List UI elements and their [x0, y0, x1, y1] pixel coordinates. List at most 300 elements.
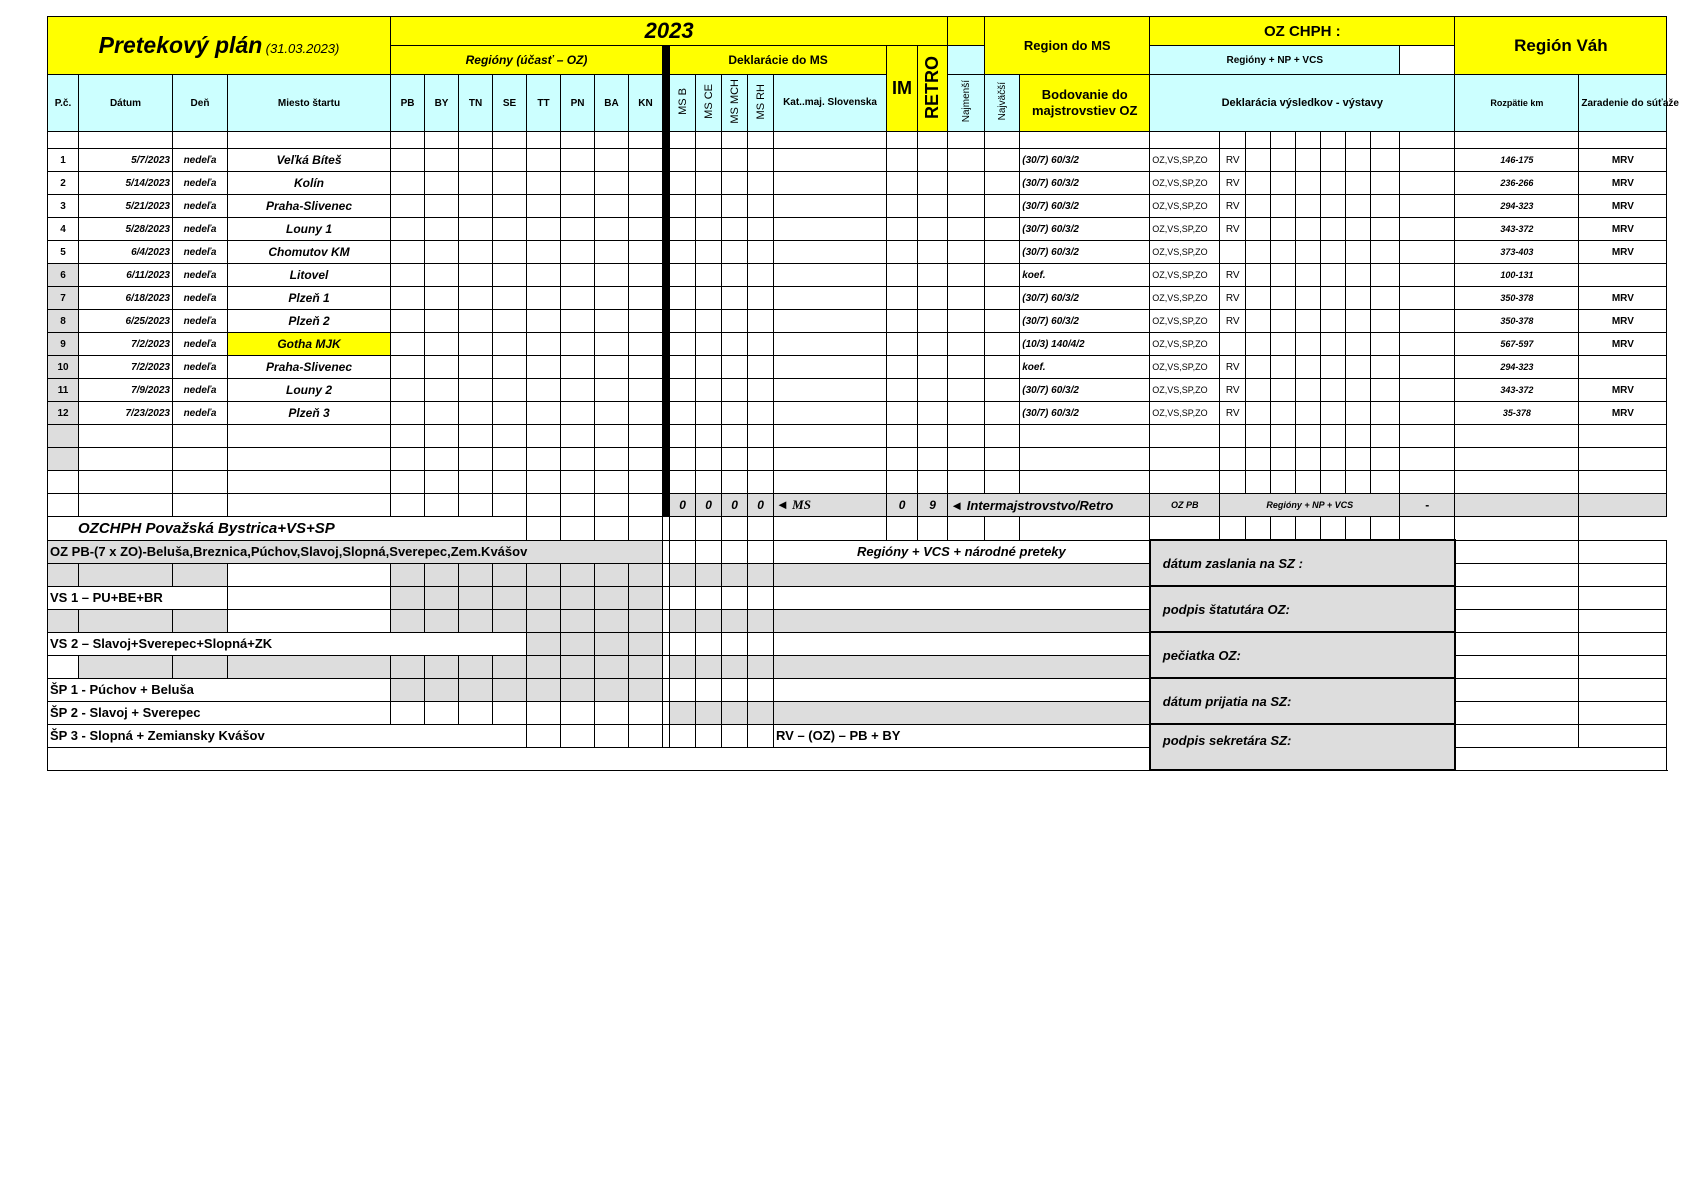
empty-cell: [948, 402, 985, 425]
empty-cell: [425, 471, 459, 494]
empty-cell: [1271, 379, 1296, 402]
empty-cell: [1371, 471, 1400, 494]
empty-cell: [425, 701, 459, 724]
empty-cell: [985, 425, 1020, 448]
empty-cell: [391, 218, 425, 241]
empty-cell: [629, 563, 663, 586]
empty-cell: [561, 310, 595, 333]
empty-cell: [1296, 379, 1321, 402]
black-divider: [663, 287, 670, 310]
empty-cell: [228, 609, 391, 632]
col-header-ms-b: [670, 75, 696, 132]
race-declaration: OZ,VS,SP,ZO: [1150, 218, 1220, 241]
empty-cell: [391, 241, 425, 264]
empty-cell: [561, 724, 595, 747]
empty-cell: [595, 149, 629, 172]
empty-cell: [1271, 448, 1296, 471]
empty-cell: [1400, 241, 1455, 264]
empty-cell: [1321, 241, 1346, 264]
empty-cell: [1455, 655, 1579, 678]
col-header-region: BY: [425, 75, 459, 132]
race-competition: [1579, 264, 1667, 287]
race-rv: RV: [1220, 379, 1246, 402]
empty-cell: [493, 655, 527, 678]
empty-cell: [722, 563, 748, 586]
race-day: nedeľa: [173, 402, 228, 425]
empty-cell: [1321, 287, 1346, 310]
empty-cell: [425, 287, 459, 310]
empty-cell: [1400, 517, 1455, 541]
empty-cell: [1246, 195, 1271, 218]
empty-cell: [459, 655, 493, 678]
empty-cell: [561, 287, 595, 310]
empty-cell: [696, 218, 722, 241]
empty-cell: [722, 264, 748, 287]
empty-cell: [595, 356, 629, 379]
race-date: 5/28/2023: [79, 218, 173, 241]
empty-cell: [629, 195, 663, 218]
empty-cell: [696, 471, 722, 494]
empty-cell: [629, 310, 663, 333]
empty-cell: [1579, 586, 1667, 609]
oz-chph-header: OZ CHPH :: [1150, 17, 1455, 46]
black-divider: [663, 149, 670, 172]
summary-and-footer: [48, 494, 1667, 771]
empty-cell: [1321, 218, 1346, 241]
empty-cell: [1296, 287, 1321, 310]
empty-cell: [527, 218, 561, 241]
empty-cell: [459, 132, 493, 149]
empty-cell: [1346, 402, 1371, 425]
race-rv: RV: [1220, 264, 1246, 287]
race-plan-table: [47, 16, 1679, 771]
empty-cell: [1346, 425, 1371, 448]
empty-cell: [985, 172, 1020, 195]
empty-cell: [696, 517, 722, 541]
empty-cell: [1455, 540, 1579, 563]
empty-cell: [561, 379, 595, 402]
empty-cell: [918, 379, 948, 402]
empty-cell: [1020, 132, 1150, 149]
race-date: 7/23/2023: [79, 402, 173, 425]
empty-cell: [948, 356, 985, 379]
empty-cell: [670, 264, 696, 287]
race-declaration: OZ,VS,SP,ZO: [1150, 356, 1220, 379]
race-range: 294-323: [1455, 356, 1579, 379]
race-place: Praha-Slivenec: [228, 195, 391, 218]
empty-cell: [774, 356, 887, 379]
empty-cell: [1246, 379, 1271, 402]
empty-cell: [748, 448, 774, 471]
empty-cell: [1220, 471, 1246, 494]
empty-cell: [918, 425, 948, 448]
empty-cell: [722, 517, 748, 541]
race-competition: MRV: [1579, 402, 1667, 425]
empty-cell: [391, 264, 425, 287]
empty-cell: [748, 517, 774, 541]
race-points: (30/7) 60/3/2: [1020, 287, 1150, 310]
empty-cell: [670, 172, 696, 195]
empty-cell: [595, 448, 629, 471]
race-place: Praha-Slivenec: [228, 356, 391, 379]
empty-cell: [696, 724, 722, 747]
race-day: nedeľa: [173, 287, 228, 310]
race-rv: [1220, 333, 1246, 356]
total-im-label: ◄ Intermajstrovstvo/Retro: [948, 494, 1150, 517]
empty-cell: [887, 471, 918, 494]
empty-cell: [1246, 333, 1271, 356]
empty-cell: [391, 310, 425, 333]
datum-prijatia-label: dátum prijatia na SZ:: [1150, 678, 1455, 724]
empty-cell: [1400, 149, 1455, 172]
empty-cell: [774, 471, 887, 494]
empty-cell: [527, 448, 561, 471]
race-date: 6/4/2023: [79, 241, 173, 264]
empty-cell: [459, 701, 493, 724]
empty-cell: [774, 448, 887, 471]
empty-cell: [1455, 632, 1579, 655]
empty-cell: [1321, 333, 1346, 356]
sp2-line: ŠP 2 - Slavoj + Sverepec: [48, 701, 391, 724]
race-number: 1: [48, 149, 79, 172]
race-rv: RV: [1220, 356, 1246, 379]
race-day: nedeľa: [173, 310, 228, 333]
black-divider: [663, 264, 670, 287]
empty-cell: [1150, 517, 1220, 541]
empty-cell: [595, 379, 629, 402]
empty-cell: [561, 448, 595, 471]
vs2-line: VS 2 – Slavoj+Sverepec+Slopná+ZK: [48, 632, 527, 655]
empty-cell: [173, 563, 228, 586]
empty-cell: [1271, 195, 1296, 218]
empty-cell: [1346, 310, 1371, 333]
empty-cell: [173, 609, 228, 632]
race-range: 343-372: [1455, 379, 1579, 402]
empty-cell: [722, 218, 748, 241]
empty-cell: [748, 678, 774, 701]
datum-zaslania-label: dátum zaslania na SZ :: [1150, 540, 1455, 586]
empty-cell: [595, 632, 629, 655]
race-day: nedeľa: [173, 149, 228, 172]
empty-cell: [1246, 241, 1271, 264]
empty-cell: [1400, 218, 1455, 241]
empty-cell: [1271, 356, 1296, 379]
podpis-sekretara-label: podpis sekretára SZ:: [1150, 724, 1455, 770]
empty-cell: [1400, 471, 1455, 494]
empty-cell: [1321, 448, 1346, 471]
empty-cell: [918, 517, 948, 541]
empty-cell: [663, 132, 670, 149]
empty-cell: [527, 586, 561, 609]
empty-cell: [1455, 494, 1579, 517]
empty-cell: [1296, 132, 1321, 149]
race-declaration: OZ,VS,SP,ZO: [1150, 287, 1220, 310]
race-declaration: OZ,VS,SP,ZO: [1150, 241, 1220, 264]
empty-cell: [985, 287, 1020, 310]
empty-cell: [748, 402, 774, 425]
empty-cell: [918, 195, 948, 218]
empty-cell: [595, 310, 629, 333]
black-divider: [663, 379, 670, 402]
vs1-line: VS 1 – PU+BE+BR: [48, 586, 228, 609]
empty-cell: [1246, 448, 1271, 471]
empty-cell: [493, 241, 527, 264]
empty-cell: [948, 132, 985, 149]
empty-cell: [1296, 333, 1321, 356]
empty-cell: [748, 310, 774, 333]
race-declaration: OZ,VS,SP,ZO: [1150, 172, 1220, 195]
empty-cell: [527, 471, 561, 494]
empty-cell: [493, 195, 527, 218]
empty-cell: [696, 310, 722, 333]
empty-cell: [48, 448, 79, 471]
empty-cell: [459, 310, 493, 333]
empty-cell: [948, 471, 985, 494]
empty-cell: [1020, 517, 1150, 541]
race-number: 2: [48, 172, 79, 195]
col-header-deklaracia: Deklarácia výsledkov - výstavy: [1150, 75, 1455, 132]
empty-cell: [985, 310, 1020, 333]
empty-cell: [1371, 132, 1400, 149]
empty-cell: [696, 333, 722, 356]
empty-cell: [748, 287, 774, 310]
empty-cell: [79, 425, 173, 448]
empty-cell: [629, 241, 663, 264]
empty-cell: [1220, 132, 1246, 149]
empty-cell: [748, 655, 774, 678]
empty-cell: [696, 356, 722, 379]
empty-cell: [391, 494, 425, 517]
empty-cell: [391, 195, 425, 218]
empty-cell: [493, 701, 527, 724]
race-range: 146-175: [1455, 149, 1579, 172]
race-declaration: OZ,VS,SP,ZO: [1150, 333, 1220, 356]
empty-cell: [595, 678, 629, 701]
empty-cell: [748, 540, 774, 563]
empty-cell: [527, 563, 561, 586]
empty-cell: [561, 609, 595, 632]
empty-cell: [696, 448, 722, 471]
empty-cell: [1271, 218, 1296, 241]
table-row: [48, 195, 1667, 218]
empty-cell: [722, 379, 748, 402]
empty-cell: [748, 149, 774, 172]
empty-cell: [1246, 402, 1271, 425]
race-day: nedeľa: [173, 356, 228, 379]
race-competition: MRV: [1579, 241, 1667, 264]
empty-cell: [887, 356, 918, 379]
empty-cell: [561, 678, 595, 701]
col-header-datum: Dátum: [79, 75, 173, 132]
empty-cell: [1400, 379, 1455, 402]
black-divider: [663, 218, 670, 241]
empty-cell: [391, 425, 425, 448]
empty-cell: [629, 379, 663, 402]
empty-cell: [173, 471, 228, 494]
race-number: 10: [48, 356, 79, 379]
empty-cell: [1321, 425, 1346, 448]
race-points: (30/7) 60/3/2: [1020, 195, 1150, 218]
empty-cell: [748, 379, 774, 402]
empty-cell: [493, 379, 527, 402]
race-points: (30/7) 60/3/2: [1020, 379, 1150, 402]
race-date: 7/2/2023: [79, 333, 173, 356]
empty-cell: [1579, 494, 1667, 517]
empty-cell: [1020, 471, 1150, 494]
empty-cell: [391, 701, 425, 724]
empty-cell: [527, 333, 561, 356]
empty-cell: [670, 540, 696, 563]
empty-cell: [527, 287, 561, 310]
empty-cell: [748, 241, 774, 264]
empty-cell: [918, 402, 948, 425]
empty-cell: [670, 333, 696, 356]
empty-cell: [696, 678, 722, 701]
empty-cell: [459, 264, 493, 287]
empty-cell: [79, 609, 173, 632]
empty-cell: [1296, 172, 1321, 195]
empty-cell: [48, 471, 79, 494]
empty-cell: [1400, 132, 1455, 149]
empty-cell: [722, 172, 748, 195]
page-title: Pretekový plán: [98, 32, 263, 58]
empty-cell: [561, 132, 595, 149]
empty-cell: [228, 655, 391, 678]
empty-cell: [629, 172, 663, 195]
race-rv: RV: [1220, 195, 1246, 218]
race-declaration: OZ,VS,SP,ZO: [1150, 402, 1220, 425]
empty-cell: [748, 632, 774, 655]
empty-cell: [1271, 425, 1296, 448]
empty-cell: [493, 149, 527, 172]
empty-cell: [527, 149, 561, 172]
empty-cell: [663, 655, 670, 678]
regiony-np-vcs-header: Regióny + NP + VCS: [1150, 46, 1400, 75]
regiony-np-blank: [948, 46, 985, 75]
empty-cell: [527, 517, 561, 541]
empty-cell: [1455, 132, 1579, 149]
empty-cell: [595, 563, 629, 586]
empty-cell: [918, 132, 948, 149]
empty-cell: [887, 448, 918, 471]
race-day: nedeľa: [173, 172, 228, 195]
empty-cell: [1246, 356, 1271, 379]
total-im: 0: [887, 494, 918, 517]
empty-cell: [696, 402, 722, 425]
empty-cell: [1271, 333, 1296, 356]
empty-cell: [774, 701, 1150, 724]
empty-cell: [595, 425, 629, 448]
race-declaration: OZ,VS,SP,ZO: [1150, 149, 1220, 172]
empty-cell: [493, 132, 527, 149]
regiony-vcs-label: Regióny + VCS + národné preteky: [774, 540, 1150, 563]
empty-cell: [1400, 310, 1455, 333]
empty-cell: [391, 149, 425, 172]
table-row: [48, 241, 1667, 264]
empty-cell: [748, 471, 774, 494]
empty-cell: [1150, 132, 1220, 149]
empty-cell: [1579, 563, 1667, 586]
empty-cell: [391, 172, 425, 195]
empty-cell: [696, 287, 722, 310]
region-do-ms-header: Region do MS: [985, 17, 1150, 75]
empty-cell: [1400, 287, 1455, 310]
race-range: 294-323: [1455, 195, 1579, 218]
empty-cell: [1296, 425, 1321, 448]
col-header-najmensi: [948, 75, 985, 132]
table-row: [48, 264, 1667, 287]
empty-cell: [1296, 402, 1321, 425]
empty-cell: [918, 287, 948, 310]
empty-cell: [918, 310, 948, 333]
empty-cell: [1296, 241, 1321, 264]
empty-cell: [722, 241, 748, 264]
empty-cell: [1455, 425, 1579, 448]
empty-cell: [918, 264, 948, 287]
empty-cell: [595, 132, 629, 149]
empty-cell: [425, 379, 459, 402]
oz-pb-line: OZ PB-(7 x ZO)-Beluša,Breznica,Púchov,Slavoj,Slopná,Sverepec,Zem.Kvášov: [48, 540, 663, 563]
empty-cell: [527, 264, 561, 287]
empty-cell: [1220, 425, 1246, 448]
empty-cell: [722, 195, 748, 218]
empty-cell: [1455, 517, 1579, 541]
empty-cell: [1246, 471, 1271, 494]
empty-cell: [629, 701, 663, 724]
empty-cell: [1271, 132, 1296, 149]
empty-cell: [774, 678, 1150, 701]
empty-cell: [774, 149, 887, 172]
empty-cell: [391, 586, 425, 609]
empty-cell: [948, 287, 985, 310]
race-rv: RV: [1220, 149, 1246, 172]
empty-cell: [748, 195, 774, 218]
empty-cell: [918, 172, 948, 195]
empty-cell: [425, 264, 459, 287]
empty-cell: [722, 132, 748, 149]
empty-cell: [527, 632, 561, 655]
empty-cell: [79, 494, 173, 517]
empty-cell: [493, 471, 527, 494]
empty-cell: [722, 333, 748, 356]
empty-cell: [748, 609, 774, 632]
empty-cell: [527, 425, 561, 448]
empty-cell: [670, 701, 696, 724]
empty-cell: [1321, 172, 1346, 195]
empty-cell: [1346, 356, 1371, 379]
empty-cell: [1579, 448, 1667, 471]
empty-cell: [527, 132, 561, 149]
empty-cell: [391, 333, 425, 356]
empty-cell: [1246, 149, 1271, 172]
empty-cell: [1579, 678, 1667, 701]
empty-cell: [595, 701, 629, 724]
table-row: [48, 310, 1667, 333]
empty-cell: [887, 132, 918, 149]
empty-cell: [595, 218, 629, 241]
empty-cell: [425, 586, 459, 609]
empty-cell: [561, 563, 595, 586]
empty-cell: [459, 149, 493, 172]
empty-cell: [228, 494, 391, 517]
empty-cell: [696, 655, 722, 678]
empty-cell: [722, 356, 748, 379]
org-name: OZCHPH Považská Bystrica+VS+SP: [48, 517, 527, 541]
empty-cell: [425, 241, 459, 264]
race-place: Veľká Bíteš: [228, 149, 391, 172]
empty-cell: [561, 425, 595, 448]
race-date: 6/18/2023: [79, 287, 173, 310]
